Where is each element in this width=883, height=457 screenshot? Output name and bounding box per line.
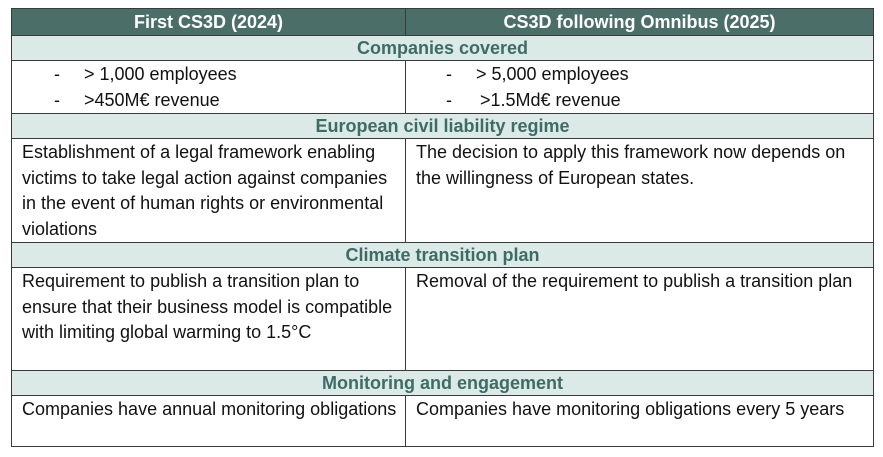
bullet-text: > 5,000 employees	[476, 64, 629, 84]
header-cs3d-omnibus: CS3D following Omnibus (2025)	[406, 9, 874, 36]
table-row	[12, 268, 874, 371]
section-title-monitoring: Monitoring and engagement	[12, 371, 874, 396]
bullet-marker: -	[54, 89, 60, 110]
section-title-civil-liability: European civil liability regime	[12, 114, 874, 139]
list-item	[406, 62, 873, 88]
table-row	[12, 61, 874, 114]
bullet-marker: -	[446, 89, 452, 110]
list-item	[406, 88, 873, 114]
section-row	[12, 114, 874, 139]
section-row	[12, 371, 874, 396]
comparison-table-container	[11, 8, 873, 447]
list-item	[12, 62, 405, 88]
bullet-text: > 1,000 employees	[84, 64, 237, 84]
cell-first-companies-covered	[12, 61, 406, 114]
table-row	[12, 396, 874, 447]
table-row	[12, 139, 874, 243]
bullet-marker: -	[54, 64, 60, 84]
comparison-table	[11, 8, 874, 447]
cell-omnibus-climate-transition: Removal of the requirement to publish a transition plan	[406, 268, 874, 371]
cell-first-climate-transition: Requirement to publish a transition plan to ensure that their business model is compatible with limiting global warming to 1.5°C	[12, 268, 406, 371]
bullet-text: >450M€ revenue	[84, 89, 220, 110]
cell-omnibus-monitoring: Companies have monitoring obligations every 5 years	[406, 396, 874, 447]
list-item	[12, 88, 405, 114]
bullet-text: >1.5Md€ revenue	[480, 89, 621, 110]
cell-omnibus-civil-liability: The decision to apply this framework now depends on the willingness of European states.	[406, 139, 874, 243]
header-first-cs3d: First CS3D (2024)	[12, 9, 406, 36]
cell-first-monitoring: Companies have annual monitoring obligations	[12, 396, 406, 447]
cell-omnibus-companies-covered	[406, 61, 874, 114]
section-title-companies-covered: Companies covered	[12, 36, 874, 61]
section-title-climate-transition: Climate transition plan	[12, 243, 874, 268]
section-row	[12, 36, 874, 61]
cell-first-civil-liability: Establishment of a legal framework enabling victims to take legal action against companies in the event of human rights or environmental violations	[12, 139, 406, 243]
bullet-marker: -	[446, 64, 452, 84]
section-row	[12, 243, 874, 268]
header-row	[12, 9, 874, 36]
